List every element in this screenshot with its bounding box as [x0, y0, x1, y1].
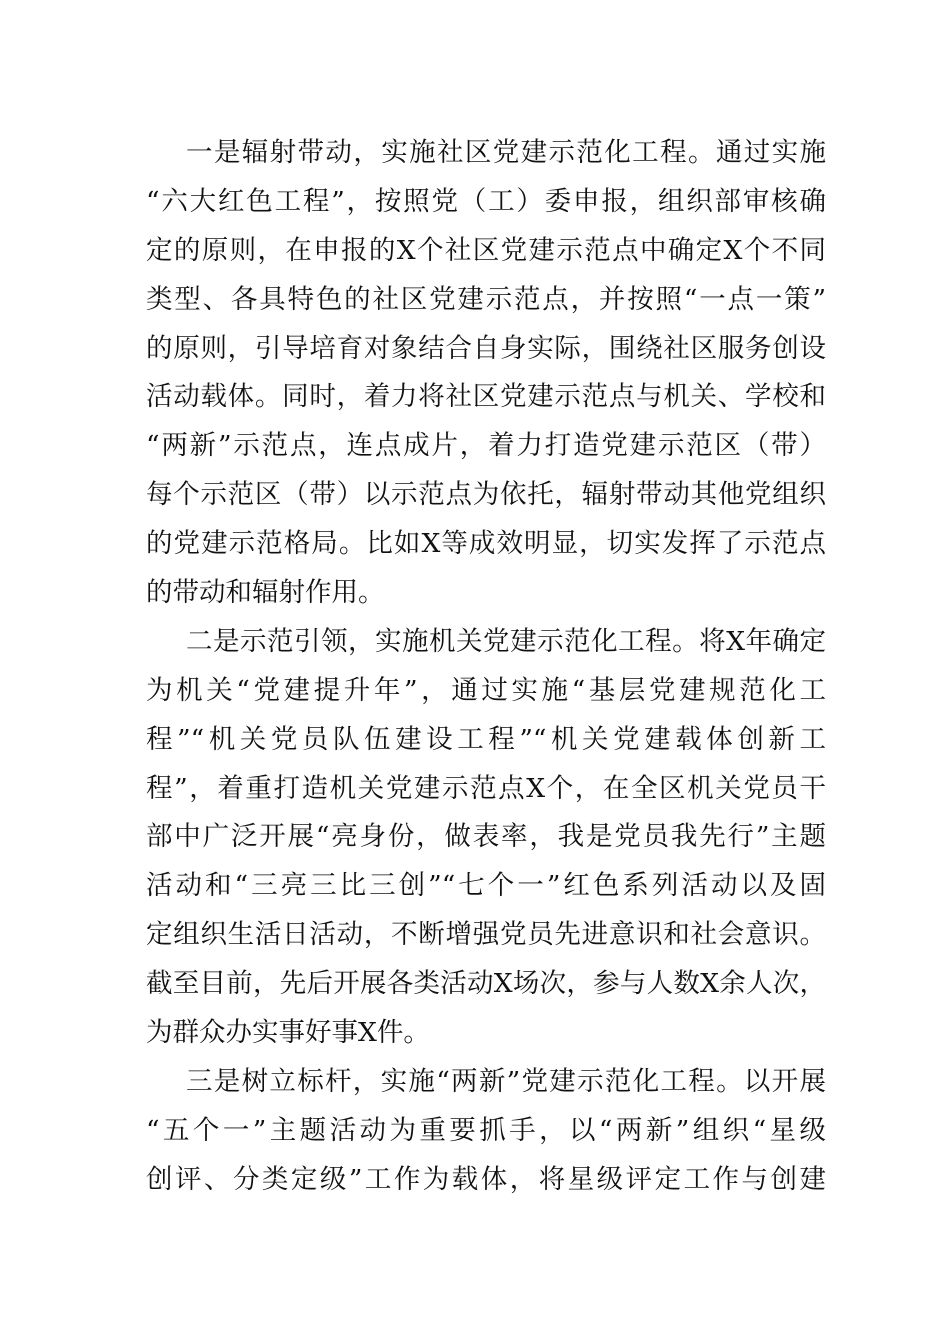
paragraph-1-line-9: 的党建示范格局。比如X等成效明显，切实发挥了示范点: [146, 528, 826, 560]
paragraph-2-line-6: 活动和“三亮三比三创”“七个一”红色系列活动以及固: [146, 870, 826, 902]
paragraph-1-line-4: 类型、各具特色的社区党建示范点，并按照“一点一策”: [146, 283, 826, 315]
paragraph-1-line-1: 一是辐射带动，实施社区党建示范化工程。通过实施: [186, 137, 826, 168]
paragraph-1-line-7: “两新”示范点，连点成片，着力打造党建示范区（带）: [146, 430, 826, 462]
paragraph-1-line-3: 定的原则，在申报的X个社区党建示范点中确定X个不同: [146, 234, 826, 266]
paragraph-2-line-3: 程”“机关党员队伍建设工程”“机关党建载体创新工: [146, 723, 826, 755]
paragraph-1-line-8: 每个示范区（带）以示范点为依托，辐射带动其他党组织: [146, 479, 826, 511]
paragraph-1-line-5: 的原则，引导培育对象结合自身实际，围绕社区服务创设: [146, 332, 826, 364]
body-text: [146, 129, 826, 1205]
paragraph-3-line-2: “五个一”主题活动为重要抓手，以“两新”组织“星级: [146, 1114, 826, 1146]
paragraph-2-line-5: 部中广泛开展“亮身份，做表率，我是党员我先行”主题: [146, 821, 826, 853]
paragraph-3-line-3: 创评、分类定级”工作为载体，将星级评定工作与创建: [146, 1163, 826, 1195]
paragraph-2-line-7: 定组织生活日活动，不断增强党员先进意识和社会意识。: [146, 919, 826, 951]
paragraph-2-line-2: 为机关“党建提升年”，通过实施“基层党建规范化工: [146, 674, 826, 706]
paragraph-2-line-4: 程”，着重打造机关党建示范点X个，在全区机关党员干: [146, 772, 826, 804]
paragraph-2-line-1: 二是示范引领，实施机关党建示范化工程。将X年确定: [186, 625, 826, 657]
paragraph-1-line-6: 活动载体。同时，着力将社区党建示范点与机关、学校和: [146, 381, 826, 413]
paragraph-2-line-8: 截至目前，先后开展各类活动X场次，参与人数X余人次，: [146, 968, 826, 1000]
paragraph-3-line-1: 三是树立标杆，实施“两新”党建示范化工程。以开展: [186, 1065, 826, 1097]
paragraph-1-line-2: “六大红色工程”，按照党（工）委申报，组织部审核确: [146, 185, 826, 217]
paragraph-1-line-10: 的带动和辐射作用。: [146, 577, 385, 609]
paragraph-2-line-9: 为群众办实事好事X件。: [146, 1017, 430, 1049]
